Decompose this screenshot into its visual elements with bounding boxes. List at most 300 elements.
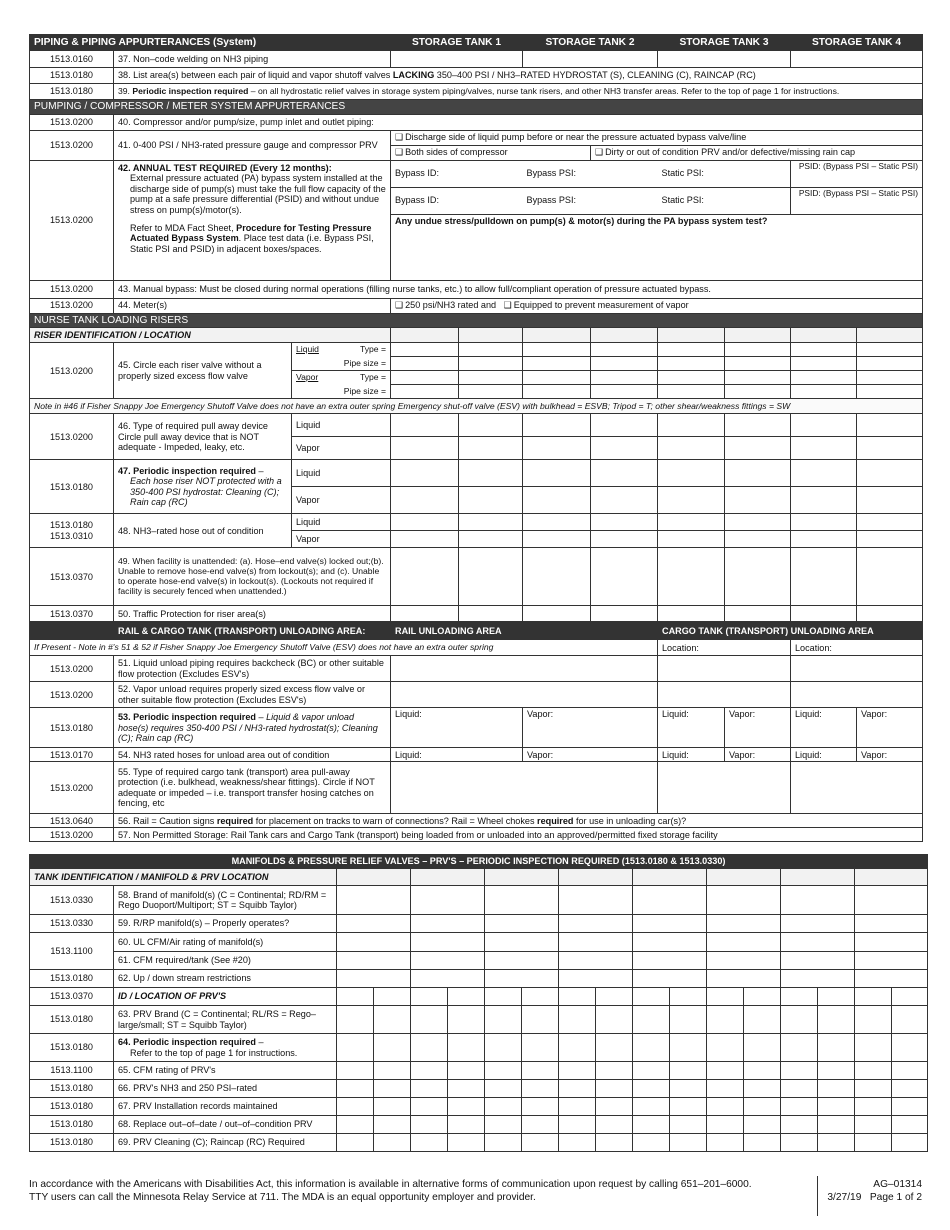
entry-cell[interactable] — [658, 460, 725, 487]
entry-cell[interactable] — [857, 343, 923, 357]
entry-cell[interactable] — [791, 460, 857, 487]
entry-cell[interactable] — [337, 915, 411, 933]
entry-cell[interactable] — [559, 1080, 596, 1098]
entry-cell[interactable] — [658, 371, 725, 385]
entry-cell[interactable] — [559, 970, 633, 988]
entry-cell[interactable] — [855, 970, 928, 988]
entry-cell[interactable] — [744, 1080, 781, 1098]
entry-cell[interactable] — [448, 1062, 485, 1080]
option-compressor[interactable]: ❑ Both sides of compressor — [391, 145, 591, 160]
entry-cell[interactable] — [459, 343, 523, 357]
entry-cell[interactable] — [411, 988, 448, 1006]
checkbox-icon[interactable]: ❑ — [595, 147, 604, 158]
entry-cell[interactable] — [485, 933, 559, 952]
entry-cell[interactable] — [658, 51, 791, 68]
entry-cell[interactable] — [818, 1080, 855, 1098]
entry-cell[interactable] — [707, 952, 781, 970]
entry-cell[interactable] — [485, 1062, 522, 1080]
entry-cell[interactable] — [781, 1034, 818, 1062]
entry-cell[interactable] — [818, 1116, 855, 1134]
cargo-vapor-1[interactable]: Vapor: — [725, 748, 791, 762]
entry-cell[interactable] — [744, 1134, 781, 1152]
bypass-id-1[interactable]: Bypass ID: — [391, 160, 523, 187]
entry-cell[interactable] — [337, 869, 411, 886]
entry-cell[interactable] — [855, 1006, 892, 1034]
entry-cell[interactable] — [411, 1034, 448, 1062]
entry-cell[interactable] — [781, 1098, 818, 1116]
entry-cell[interactable] — [725, 531, 791, 548]
entry-cell[interactable] — [522, 1134, 559, 1152]
entry-cell[interactable] — [448, 1116, 485, 1134]
entry-cell[interactable] — [591, 548, 658, 606]
entry-cell[interactable] — [459, 460, 523, 487]
entry-cell[interactable] — [459, 371, 523, 385]
entry-cell[interactable] — [857, 514, 923, 531]
entry-cell[interactable] — [559, 1034, 596, 1062]
entry-cell[interactable] — [781, 952, 855, 970]
cargo-liquid-1[interactable]: Liquid: — [658, 708, 725, 748]
entry-cell[interactable] — [411, 1116, 448, 1134]
entry-cell[interactable] — [374, 1006, 411, 1034]
entry-cell[interactable] — [857, 487, 923, 514]
entry-cell[interactable] — [725, 460, 791, 487]
entry-cell[interactable] — [725, 548, 791, 606]
entry-cell[interactable] — [791, 328, 857, 343]
rail-vapor[interactable]: Vapor: — [523, 708, 658, 748]
entry-cell[interactable] — [707, 988, 744, 1006]
entry-cell[interactable] — [459, 437, 523, 460]
entry-cell[interactable] — [892, 1134, 928, 1152]
entry-cell[interactable] — [523, 531, 591, 548]
entry-cell[interactable] — [411, 1098, 448, 1116]
cargo-liquid-2[interactable]: Liquid: — [791, 748, 857, 762]
entry-cell[interactable] — [707, 970, 781, 988]
entry-cell[interactable] — [591, 371, 658, 385]
entry-cell[interactable] — [391, 514, 459, 531]
entry-cell[interactable] — [411, 886, 485, 915]
entry-cell[interactable] — [658, 762, 791, 814]
entry-cell[interactable] — [633, 988, 670, 1006]
entry-cell[interactable] — [391, 682, 658, 708]
entry-cell[interactable] — [591, 487, 658, 514]
entry-cell[interactable] — [485, 1116, 522, 1134]
entry-cell[interactable] — [781, 886, 855, 915]
entry-cell[interactable] — [523, 343, 591, 357]
entry-cell[interactable] — [485, 1134, 522, 1152]
entry-cell[interactable] — [633, 1062, 670, 1080]
entry-cell[interactable] — [658, 656, 791, 682]
rail-liquid[interactable]: Liquid: — [391, 748, 523, 762]
entry-cell[interactable] — [391, 606, 459, 622]
entry-cell[interactable] — [374, 1062, 411, 1080]
entry-cell[interactable] — [591, 606, 658, 622]
entry-cell[interactable] — [892, 1034, 928, 1062]
entry-cell[interactable] — [791, 762, 923, 814]
entry-cell[interactable] — [633, 915, 707, 933]
entry-cell[interactable] — [707, 869, 781, 886]
entry-cell[interactable] — [855, 886, 928, 915]
entry-cell[interactable] — [523, 328, 591, 343]
entry-cell[interactable] — [670, 1080, 707, 1098]
entry-cell[interactable] — [459, 414, 523, 437]
entry-cell[interactable] — [781, 915, 855, 933]
entry-cell[interactable] — [633, 869, 707, 886]
entry-cell[interactable] — [337, 988, 374, 1006]
entry-cell[interactable] — [818, 1006, 855, 1034]
entry-cell[interactable] — [781, 1006, 818, 1034]
entry-cell[interactable] — [559, 1098, 596, 1116]
entry-cell[interactable] — [485, 869, 559, 886]
checkbox-icon[interactable]: ❑ — [503, 300, 512, 311]
entry-cell[interactable] — [523, 414, 591, 437]
entry-cell[interactable] — [855, 1080, 892, 1098]
entry-cell[interactable] — [857, 606, 923, 622]
entry-cell[interactable] — [485, 988, 522, 1006]
entry-cell[interactable] — [707, 886, 781, 915]
entry-cell[interactable] — [523, 357, 591, 371]
entry-cell[interactable] — [725, 343, 791, 357]
entry-cell[interactable] — [791, 682, 923, 708]
entry-cell[interactable] — [855, 915, 928, 933]
entry-cell[interactable] — [485, 1034, 522, 1062]
entry-cell[interactable] — [337, 1134, 374, 1152]
entry-cell[interactable] — [658, 328, 725, 343]
entry-cell[interactable] — [411, 933, 485, 952]
entry-cell[interactable] — [791, 548, 857, 606]
entry-cell[interactable] — [459, 548, 523, 606]
entry-cell[interactable] — [633, 970, 707, 988]
entry-cell[interactable] — [855, 1134, 892, 1152]
entry-cell[interactable] — [658, 514, 725, 531]
entry-cell[interactable] — [485, 970, 559, 988]
entry-cell[interactable] — [391, 548, 459, 606]
cargo-vapor-1[interactable]: Vapor: — [725, 708, 791, 748]
static-psi-1[interactable]: Static PSI: — [658, 160, 791, 187]
entry-cell[interactable] — [791, 343, 857, 357]
entry-cell[interactable] — [523, 371, 591, 385]
entry-cell[interactable] — [781, 933, 855, 952]
option-dirty-prv[interactable]: ❑ Dirty or out of condition PRV and/or defective/missing rain cap — [591, 145, 923, 160]
entry-cell[interactable] — [791, 371, 857, 385]
entry-cell[interactable] — [391, 343, 459, 357]
entry-cell[interactable] — [633, 1006, 670, 1034]
entry-cell[interactable] — [591, 460, 658, 487]
rail-liquid[interactable]: Liquid: — [391, 708, 523, 748]
entry-cell[interactable] — [658, 682, 791, 708]
entry-cell[interactable] — [596, 1134, 633, 1152]
entry-cell[interactable] — [391, 51, 523, 68]
entry-cell[interactable] — [448, 1034, 485, 1062]
entry-cell[interactable] — [591, 343, 658, 357]
entry-cell[interactable] — [857, 357, 923, 371]
entry-cell[interactable] — [857, 414, 923, 437]
entry-cell[interactable] — [596, 1034, 633, 1062]
entry-cell[interactable] — [485, 952, 559, 970]
entry-cell[interactable] — [633, 1034, 670, 1062]
entry-cell[interactable] — [633, 1116, 670, 1134]
entry-cell[interactable] — [633, 1080, 670, 1098]
entry-cell[interactable] — [591, 328, 658, 343]
entry-cell[interactable] — [633, 1134, 670, 1152]
entry-cell[interactable] — [337, 1062, 374, 1080]
entry-cell[interactable] — [744, 1006, 781, 1034]
entry-cell[interactable] — [633, 933, 707, 952]
stress-answer[interactable] — [391, 228, 923, 280]
entry-cell[interactable] — [818, 1134, 855, 1152]
entry-cell[interactable] — [522, 1006, 559, 1034]
entry-cell[interactable] — [818, 1098, 855, 1116]
entry-cell[interactable] — [411, 1006, 448, 1034]
entry-cell[interactable] — [337, 1080, 374, 1098]
entry-cell[interactable] — [857, 385, 923, 399]
entry-cell[interactable] — [559, 1062, 596, 1080]
entry-cell[interactable] — [596, 1080, 633, 1098]
entry-cell[interactable] — [892, 988, 928, 1006]
entry-cell[interactable] — [670, 1034, 707, 1062]
entry-cell[interactable] — [855, 1116, 892, 1134]
entry-cell[interactable] — [591, 357, 658, 371]
entry-cell[interactable] — [411, 1080, 448, 1098]
entry-cell[interactable] — [337, 1006, 374, 1034]
entry-cell[interactable] — [391, 385, 459, 399]
entry-cell[interactable] — [591, 437, 658, 460]
entry-cell[interactable] — [791, 656, 923, 682]
entry-cell[interactable] — [791, 514, 857, 531]
entry-cell[interactable] — [448, 1098, 485, 1116]
checkbox-icon[interactable]: ❑ — [395, 147, 404, 158]
entry-cell[interactable] — [411, 1134, 448, 1152]
entry-cell[interactable] — [791, 357, 857, 371]
entry-cell[interactable] — [411, 915, 485, 933]
entry-cell[interactable] — [707, 1080, 744, 1098]
entry-cell[interactable] — [658, 487, 725, 514]
entry-cell[interactable] — [658, 357, 725, 371]
entry-cell[interactable] — [791, 606, 857, 622]
entry-cell[interactable] — [411, 869, 485, 886]
entry-cell[interactable] — [633, 1098, 670, 1116]
entry-cell[interactable] — [892, 1098, 928, 1116]
entry-cell[interactable] — [485, 1098, 522, 1116]
entry-cell[interactable] — [791, 414, 857, 437]
entry-cell[interactable] — [596, 1116, 633, 1134]
entry-cell[interactable] — [707, 1062, 744, 1080]
checkbox-icon[interactable]: ❑ — [395, 132, 404, 143]
entry-cell[interactable] — [391, 371, 459, 385]
entry-cell[interactable] — [596, 1006, 633, 1034]
entry-cell[interactable] — [523, 487, 591, 514]
entry-cell[interactable] — [791, 51, 923, 68]
entry-cell[interactable] — [559, 1006, 596, 1034]
entry-cell[interactable] — [485, 915, 559, 933]
entry-cell[interactable] — [670, 1006, 707, 1034]
entry-cell[interactable] — [725, 371, 791, 385]
entry-cell[interactable] — [523, 437, 591, 460]
entry-cell[interactable] — [781, 988, 818, 1006]
entry-cell[interactable] — [411, 970, 485, 988]
entry-cell[interactable] — [725, 437, 791, 460]
location-2[interactable]: Location: — [791, 640, 923, 656]
entry-cell[interactable] — [725, 487, 791, 514]
entry-cell[interactable] — [559, 933, 633, 952]
entry-cell[interactable] — [337, 1116, 374, 1134]
entry-cell[interactable] — [374, 1080, 411, 1098]
entry-cell[interactable] — [892, 1062, 928, 1080]
entry-cell[interactable] — [744, 1062, 781, 1080]
rail-vapor[interactable]: Vapor: — [523, 748, 658, 762]
entry-cell[interactable] — [855, 1062, 892, 1080]
entry-cell[interactable] — [522, 1080, 559, 1098]
entry-cell[interactable] — [459, 606, 523, 622]
entry-cell[interactable] — [725, 328, 791, 343]
entry-cell[interactable] — [658, 343, 725, 357]
entry-cell[interactable] — [658, 414, 725, 437]
entry-cell[interactable] — [591, 514, 658, 531]
entry-cell[interactable] — [658, 548, 725, 606]
entry-cell[interactable] — [781, 1134, 818, 1152]
entry-cell[interactable] — [707, 915, 781, 933]
entry-cell[interactable] — [374, 1098, 411, 1116]
entry-cell[interactable] — [523, 606, 591, 622]
entry-cell[interactable] — [725, 414, 791, 437]
bypass-psi-2[interactable]: Bypass PSI: — [523, 187, 658, 214]
entry-cell[interactable] — [559, 1134, 596, 1152]
entry-cell[interactable] — [892, 1006, 928, 1034]
entry-cell[interactable] — [781, 869, 855, 886]
entry-cell[interactable] — [791, 385, 857, 399]
entry-cell[interactable] — [781, 1116, 818, 1134]
entry-cell[interactable] — [522, 1034, 559, 1062]
entry-cell[interactable] — [857, 460, 923, 487]
entry-cell[interactable] — [459, 531, 523, 548]
entry-cell[interactable] — [855, 1034, 892, 1062]
entry-cell[interactable] — [855, 933, 928, 952]
entry-cell[interactable] — [559, 988, 596, 1006]
entry-cell[interactable] — [855, 952, 928, 970]
entry-cell[interactable] — [459, 487, 523, 514]
cargo-liquid-1[interactable]: Liquid: — [658, 748, 725, 762]
entry-cell[interactable] — [522, 1098, 559, 1116]
entry-cell[interactable] — [591, 531, 658, 548]
bypass-psi-1[interactable]: Bypass PSI: — [523, 160, 658, 187]
entry-cell[interactable] — [411, 952, 485, 970]
entry-cell[interactable] — [818, 988, 855, 1006]
entry-cell[interactable] — [707, 1006, 744, 1034]
entry-cell[interactable] — [559, 1116, 596, 1134]
entry-cell[interactable] — [855, 1098, 892, 1116]
entry-cell[interactable] — [707, 933, 781, 952]
entry-cell[interactable] — [781, 1080, 818, 1098]
entry-cell[interactable] — [596, 1098, 633, 1116]
entry-cell[interactable] — [892, 1116, 928, 1134]
psid-1[interactable]: PSID: (Bypass PSI – Static PSI) — [791, 160, 923, 187]
entry-cell[interactable] — [658, 531, 725, 548]
entry-cell[interactable] — [744, 1098, 781, 1116]
entry-cell[interactable] — [374, 1116, 411, 1134]
entry-cell[interactable] — [523, 460, 591, 487]
entry-cell[interactable] — [596, 988, 633, 1006]
entry-cell[interactable] — [391, 437, 459, 460]
entry-cell[interactable] — [337, 1098, 374, 1116]
entry-cell[interactable] — [658, 385, 725, 399]
entry-cell[interactable] — [707, 1098, 744, 1116]
option-discharge[interactable]: ❑ Discharge side of liquid pump before or near the pressure actuated bypass valve/line — [391, 130, 923, 145]
entry-cell[interactable] — [448, 1006, 485, 1034]
entry-cell[interactable] — [522, 1116, 559, 1134]
entry-cell[interactable] — [411, 1062, 448, 1080]
entry-cell[interactable] — [670, 1098, 707, 1116]
entry-cell[interactable] — [892, 1080, 928, 1098]
entry-cell[interactable] — [391, 762, 658, 814]
entry-cell[interactable] — [670, 1062, 707, 1080]
entry-cell[interactable] — [374, 1034, 411, 1062]
entry-cell[interactable] — [391, 656, 658, 682]
entry-cell[interactable] — [670, 1116, 707, 1134]
entry-cell[interactable] — [725, 385, 791, 399]
entry-cell[interactable] — [857, 371, 923, 385]
entry-cell[interactable] — [459, 328, 523, 343]
entry-cell[interactable] — [448, 1080, 485, 1098]
entry-cell[interactable] — [791, 487, 857, 514]
entry-cell[interactable] — [485, 1080, 522, 1098]
entry-cell[interactable] — [448, 988, 485, 1006]
entry-cell[interactable] — [523, 385, 591, 399]
entry-cell[interactable] — [559, 869, 633, 886]
entry-cell[interactable] — [374, 988, 411, 1006]
entry-cell[interactable] — [523, 548, 591, 606]
checkbox-icon[interactable]: ❑ — [395, 300, 404, 311]
entry-cell[interactable] — [459, 357, 523, 371]
entry-cell[interactable] — [791, 531, 857, 548]
entry-cell[interactable] — [391, 531, 459, 548]
entry-cell[interactable] — [744, 1034, 781, 1062]
entry-cell[interactable] — [744, 988, 781, 1006]
entry-cell[interactable] — [791, 437, 857, 460]
entry-cell[interactable] — [523, 51, 658, 68]
entry-cell[interactable] — [707, 1116, 744, 1134]
cargo-vapor-2[interactable]: Vapor: — [857, 708, 923, 748]
static-psi-2[interactable]: Static PSI: — [658, 187, 791, 214]
entry-cell[interactable] — [374, 1134, 411, 1152]
entry-cell[interactable] — [596, 1062, 633, 1080]
entry-cell[interactable] — [744, 1116, 781, 1134]
entry-cell[interactable] — [391, 328, 459, 343]
entry-cell[interactable] — [591, 414, 658, 437]
location-1[interactable]: Location: — [658, 640, 791, 656]
entry-cell[interactable] — [857, 531, 923, 548]
cargo-liquid-2[interactable]: Liquid: — [791, 708, 857, 748]
entry-cell[interactable] — [725, 357, 791, 371]
entry-cell[interactable] — [523, 514, 591, 531]
entry-cell[interactable] — [559, 886, 633, 915]
entry-cell[interactable] — [658, 437, 725, 460]
entry-cell[interactable] — [707, 1134, 744, 1152]
entry-cell[interactable] — [670, 988, 707, 1006]
entry-cell[interactable] — [857, 328, 923, 343]
cargo-vapor-2[interactable]: Vapor: — [857, 748, 923, 762]
entry-cell[interactable] — [818, 1034, 855, 1062]
entry-cell[interactable] — [633, 886, 707, 915]
entry-cell[interactable] — [485, 1006, 522, 1034]
entry-cell[interactable] — [391, 357, 459, 371]
entry-cell[interactable] — [337, 952, 411, 970]
entry-cell[interactable] — [781, 1062, 818, 1080]
entry-cell[interactable] — [337, 1034, 374, 1062]
entry-cell[interactable] — [591, 385, 658, 399]
entry-cell[interactable] — [391, 414, 459, 437]
entry-cell[interactable] — [857, 548, 923, 606]
entry-cell[interactable] — [781, 970, 855, 988]
entry-cell[interactable] — [559, 915, 633, 933]
